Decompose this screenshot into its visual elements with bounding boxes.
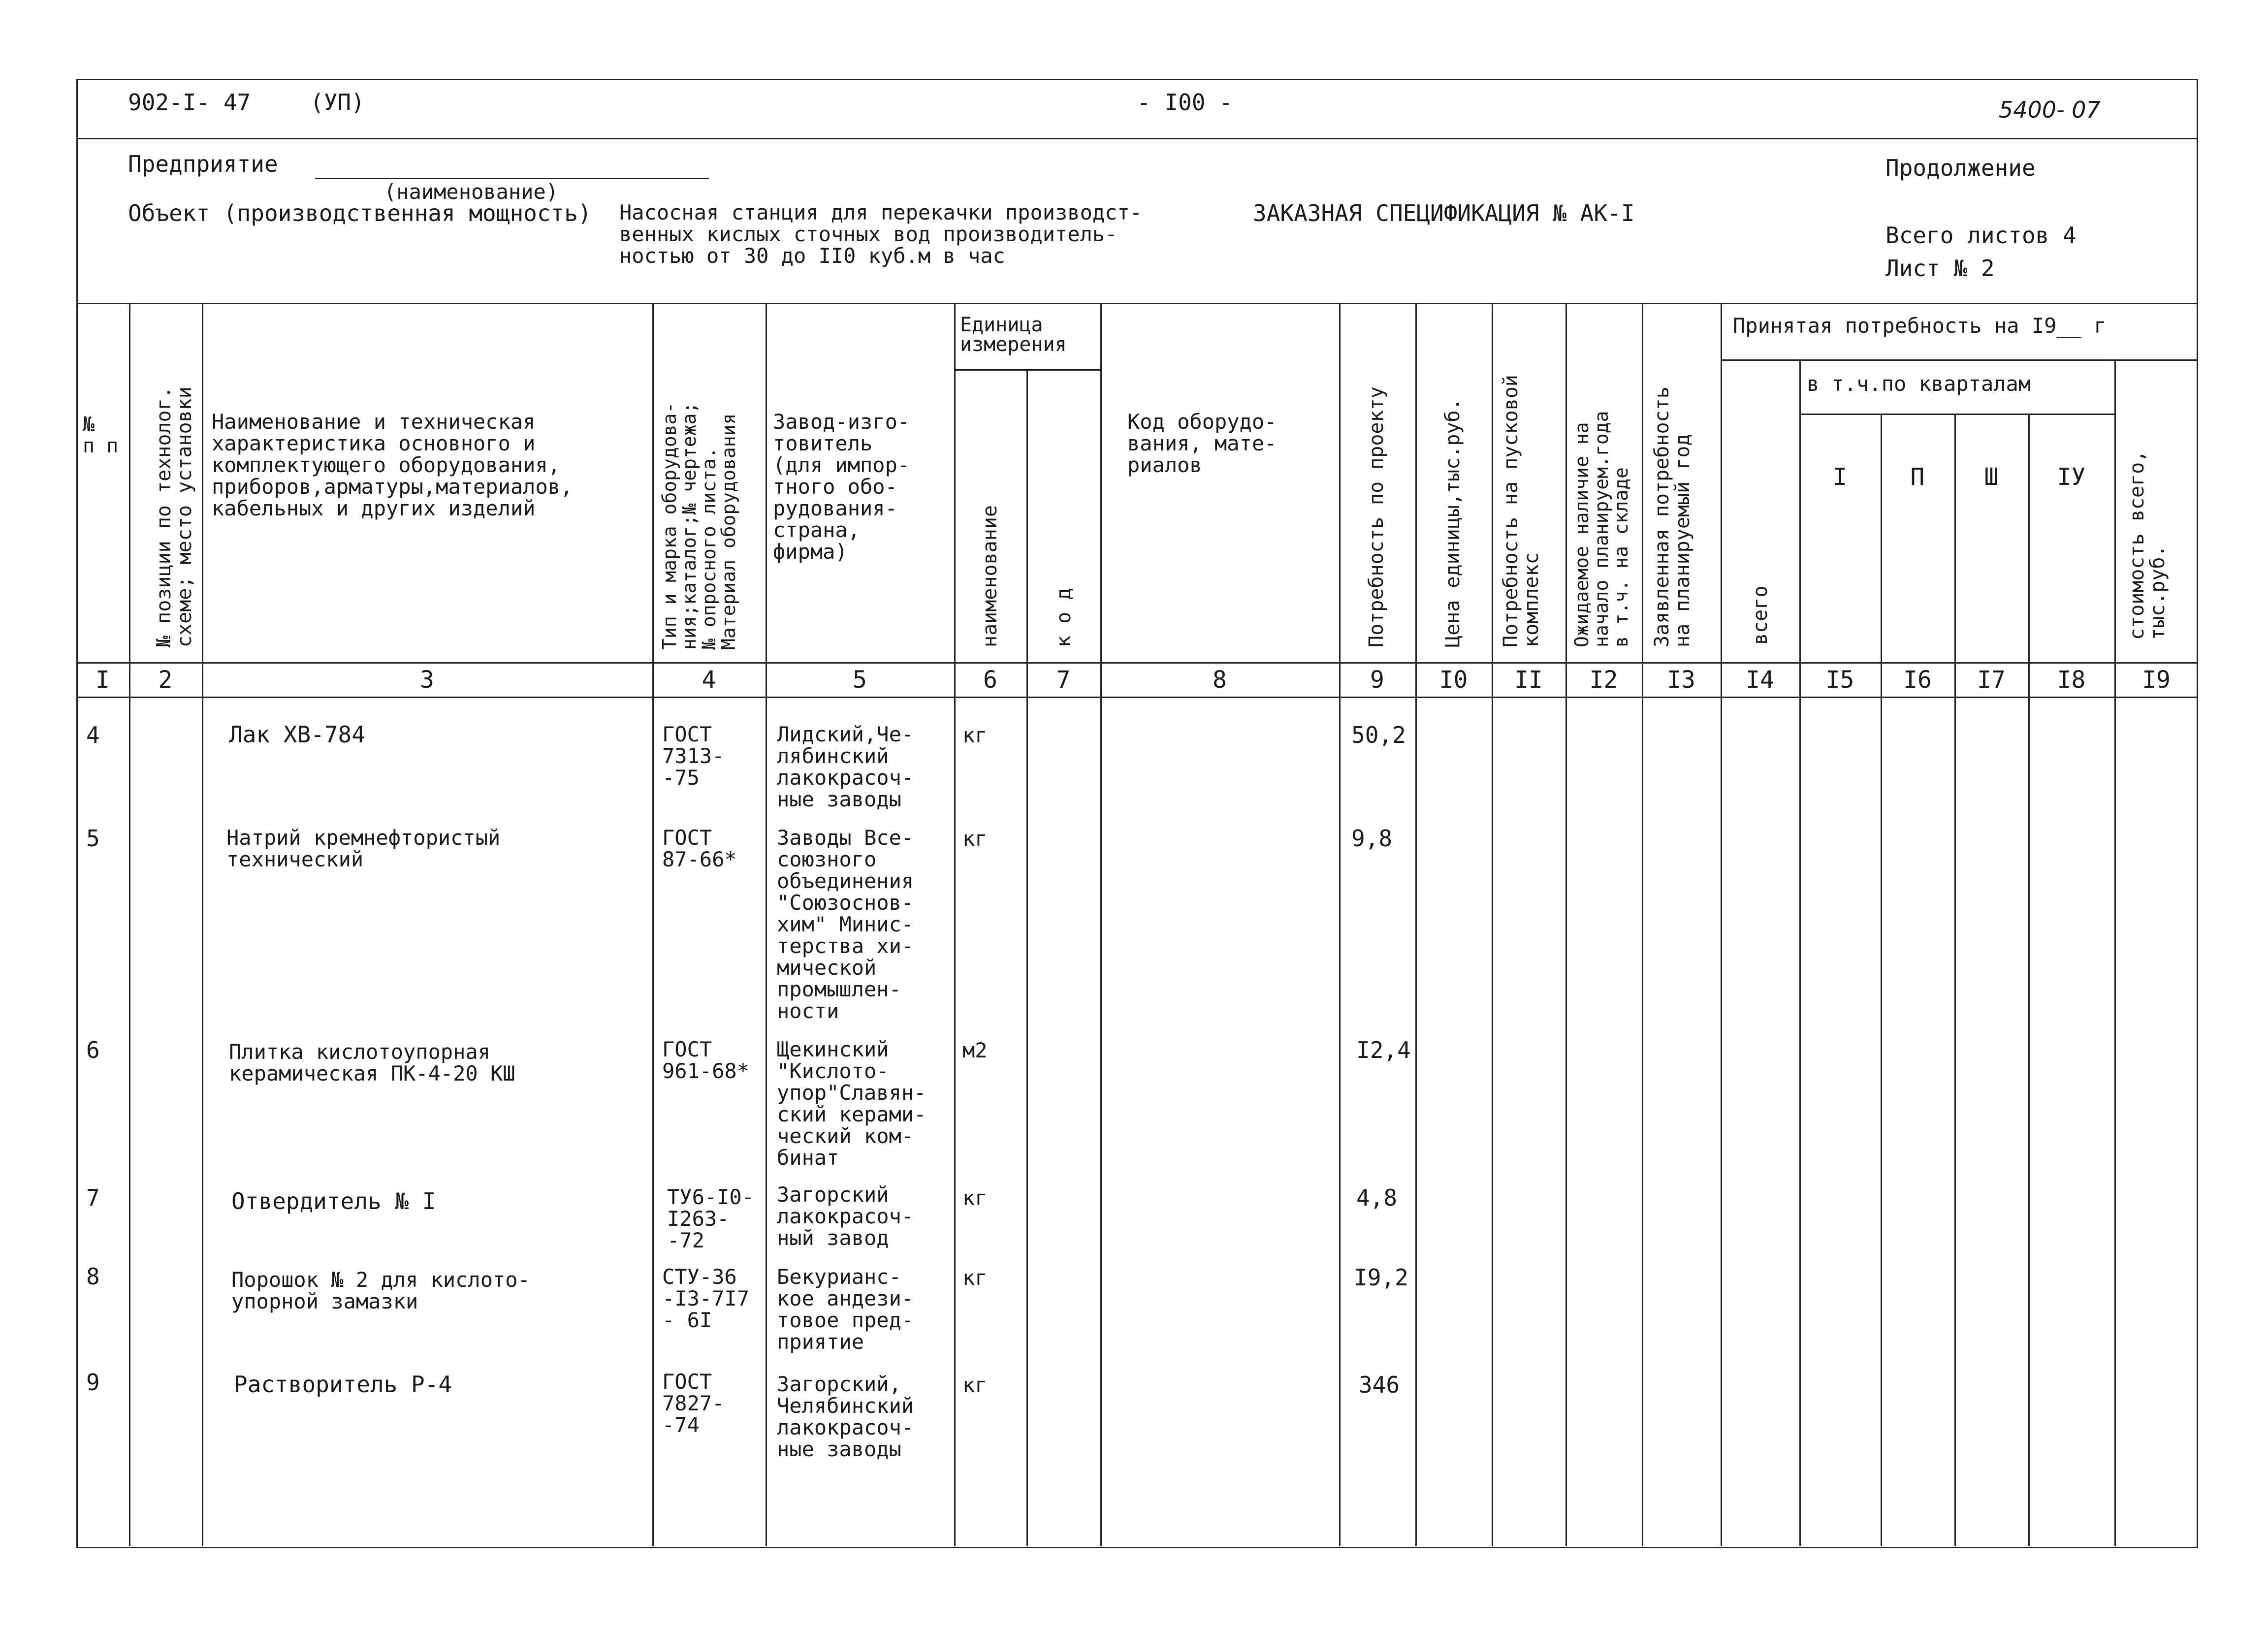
table-row-type: ТУ6-I0- I263- -72 bbox=[667, 1185, 755, 1252]
col-num-13: I3 bbox=[1667, 666, 1695, 694]
enterprise-underline bbox=[315, 178, 709, 179]
table-row-number: 4 bbox=[86, 722, 100, 748]
col-num-7: 7 bbox=[1056, 666, 1071, 694]
col-num-3: 3 bbox=[420, 666, 434, 694]
unit-group-line bbox=[954, 369, 1100, 371]
page-number: - I00 - bbox=[1137, 89, 1233, 116]
table-row-number: 5 bbox=[86, 825, 100, 852]
header-name: Наименование и техническая характеристика основного и комплектующего оборудования, приборов,арматуры,материалов, кабельных и других изделий bbox=[212, 410, 573, 520]
header-top-line bbox=[76, 138, 2198, 139]
total-sheets: Всего листов 4 bbox=[1885, 222, 2076, 249]
table-row-name: Натрий кремнефтористый технический bbox=[226, 826, 501, 871]
header-accepted-group: Принятая потребность на I9__ г bbox=[1733, 314, 2107, 338]
table-row-maker: Щекинский "Кислото- упор"Славян- ский керами- ческий ком- бинат bbox=[777, 1037, 926, 1170]
col-line bbox=[2028, 414, 2030, 1546]
doc-code: 902-I- 47 bbox=[128, 89, 251, 116]
table-row-qty: 9,8 bbox=[1351, 825, 1393, 852]
table-row-unit: кг bbox=[962, 827, 988, 851]
header-declared-need: Заявленная потребность на планируемый год bbox=[1651, 386, 1694, 647]
table-row-qty: 4,8 bbox=[1356, 1184, 1398, 1211]
header-expected-stock: Ожидаемое наличие на начало планируем.года в т.ч. на складе bbox=[1571, 411, 1632, 647]
col-num-6: 6 bbox=[983, 666, 997, 694]
header-quarter-3: Ш bbox=[1984, 463, 1999, 491]
header-project-need: Потребность по проекту bbox=[1365, 386, 1388, 647]
col-num-16: I6 bbox=[1903, 666, 1932, 694]
col-line bbox=[766, 303, 767, 1546]
col-line bbox=[1339, 303, 1341, 1546]
col-line bbox=[129, 303, 130, 1546]
object-label: Объект (производственная мощность) bbox=[128, 200, 592, 226]
col-num-10: I0 bbox=[1439, 666, 1468, 694]
header-quarter-4: IУ bbox=[2057, 463, 2086, 491]
table-row-qty: 50,2 bbox=[1351, 722, 1406, 748]
col-num-8: 8 bbox=[1213, 666, 1227, 694]
object-value: Насосная станция для перекачки производст- венных кислых сточных вод производитель- ностью от 30 до II0 куб.м в час bbox=[619, 200, 1143, 268]
table-row-type: СТУ-36 -I3-7I7 - 6I bbox=[662, 1265, 750, 1332]
col-num-12: I2 bbox=[1589, 666, 1618, 694]
header-row-number: № п п bbox=[83, 413, 119, 457]
col-line bbox=[1565, 303, 1567, 1546]
col-num-19: I9 bbox=[2142, 666, 2171, 694]
header-unit-code: к о д bbox=[1053, 588, 1075, 647]
header-bottom-line bbox=[76, 303, 2198, 304]
column-numbers-top-line bbox=[76, 662, 2198, 664]
continuation-label: Продолжение bbox=[1885, 155, 2036, 181]
table-row-type: ГОСТ 87-66* bbox=[662, 826, 737, 871]
header-type-mark: Тип и марка оборудова- ния;каталог;№ чертежа; № опросного листа. Материал оборудования bbox=[659, 402, 739, 650]
quarters-group-line bbox=[1799, 414, 2114, 415]
table-row-unit: кг bbox=[962, 1266, 988, 1290]
col-line bbox=[1026, 369, 1028, 1546]
table-row-unit: м2 bbox=[962, 1038, 988, 1062]
header-unit-name: наименование bbox=[979, 505, 1001, 647]
col-num-17: I7 bbox=[1977, 666, 2006, 694]
header-unit-group: Единица измерения bbox=[960, 314, 1067, 356]
table-row-maker: Бекурианс- кое андези- товое пред- приятие bbox=[777, 1265, 914, 1354]
col-line bbox=[1492, 303, 1493, 1546]
accepted-group-line bbox=[1721, 359, 2198, 361]
col-line bbox=[1954, 414, 1956, 1546]
header-manufacturer: Завод-изго- товитель (для импор- тного обо- рудования- страна, фирма) bbox=[773, 410, 910, 564]
table-row-unit: кг bbox=[962, 1186, 988, 1210]
col-num-11: II bbox=[1514, 666, 1543, 694]
col-num-4: 4 bbox=[702, 666, 716, 694]
col-num-15: I5 bbox=[1825, 666, 1854, 694]
table-row-type: ГОСТ 961-68* bbox=[662, 1037, 750, 1083]
table-row-name: Лак ХВ-784 bbox=[229, 721, 365, 748]
enterprise-caption: (наименование) bbox=[384, 180, 559, 204]
table-row-qty: I2,4 bbox=[1356, 1037, 1411, 1063]
col-num-5: 5 bbox=[853, 666, 867, 694]
col-num-14: I4 bbox=[1746, 666, 1774, 694]
col-num-1: I bbox=[96, 666, 110, 694]
table-row-qty: I9,2 bbox=[1354, 1264, 1408, 1291]
header-unit-price: Цена единицы,тыс.руб. bbox=[1441, 398, 1464, 647]
table-row-number: 6 bbox=[86, 1037, 100, 1063]
table-row-unit: кг bbox=[962, 1373, 988, 1397]
column-numbers-bottom-line bbox=[76, 697, 2198, 698]
header-quarter-2: П bbox=[1910, 463, 1925, 491]
col-line bbox=[1721, 303, 1722, 1546]
header-startup-need: Потребность на пусковой комплекс bbox=[1500, 375, 1543, 647]
album-code: (УП) bbox=[310, 89, 365, 116]
table-row-maker: Лидский,Че- лябинский лакокрасоч- ные заводы bbox=[777, 722, 914, 811]
header-total: всего bbox=[1749, 585, 1772, 645]
table-row-name: Отвердитель № I bbox=[231, 1188, 436, 1214]
table-row-type: ГОСТ 7313- -75 bbox=[662, 722, 725, 790]
sheet-number: Лист № 2 bbox=[1885, 255, 1995, 282]
enterprise-label: Предприятие bbox=[128, 151, 278, 177]
sheet-code: 5400- 07 bbox=[1999, 96, 2101, 123]
table-row-number: 8 bbox=[86, 1263, 100, 1290]
table-row-name: Порошок № 2 для кислото- упорной замазки bbox=[231, 1268, 530, 1313]
table-row-number: 7 bbox=[86, 1184, 100, 1211]
table-row-number: 9 bbox=[86, 1369, 100, 1396]
header-cost-total: стоимость всего, тыс.руб. bbox=[2126, 450, 2169, 640]
col-num-9: 9 bbox=[1370, 666, 1384, 694]
header-quarter-1: I bbox=[1833, 463, 1847, 491]
col-line bbox=[652, 303, 654, 1546]
header-quarters-group: в т.ч.по кварталам bbox=[1807, 372, 2031, 396]
col-num-2: 2 bbox=[158, 666, 173, 694]
table-row-qty: 346 bbox=[1359, 1372, 1400, 1398]
header-equipment-code: Код оборудо- вания, мате- риалов bbox=[1127, 410, 1277, 477]
table-row-type: ГОСТ 7827- -74 bbox=[662, 1370, 725, 1437]
col-line bbox=[1881, 414, 1882, 1546]
table-row-maker: Загорский, Челябинский лакокрасоч- ные заводы bbox=[777, 1372, 914, 1461]
col-line bbox=[2114, 359, 2116, 1546]
col-line bbox=[1799, 359, 1801, 1546]
col-line bbox=[202, 303, 203, 1546]
form-frame bbox=[76, 79, 2198, 1548]
table-row-unit: кг bbox=[962, 723, 988, 747]
col-line bbox=[1100, 303, 1102, 1546]
col-line bbox=[954, 303, 956, 1546]
table-row-maker: Заводы Все- союзного объединения "Союзоснов- хим" Минис- терства хи- мической промышлен- ности bbox=[777, 826, 914, 1023]
col-line bbox=[1415, 303, 1417, 1546]
header-position: № позиции по технолог. схеме; место установки bbox=[153, 386, 196, 647]
col-line bbox=[1642, 303, 1643, 1546]
table-row-maker: Загорский лакокрасоч- ный завод bbox=[777, 1182, 914, 1250]
table-row-name: Растворитель Р-4 bbox=[234, 1371, 452, 1398]
table-row-name: Плитка кислотоупорная керамическая ПК-4-20 КШ bbox=[229, 1040, 515, 1085]
col-num-18: I8 bbox=[2057, 666, 2086, 694]
spec-title: ЗАКАЗНАЯ СПЕЦИФИКАЦИЯ № АК-I bbox=[1253, 200, 1635, 226]
